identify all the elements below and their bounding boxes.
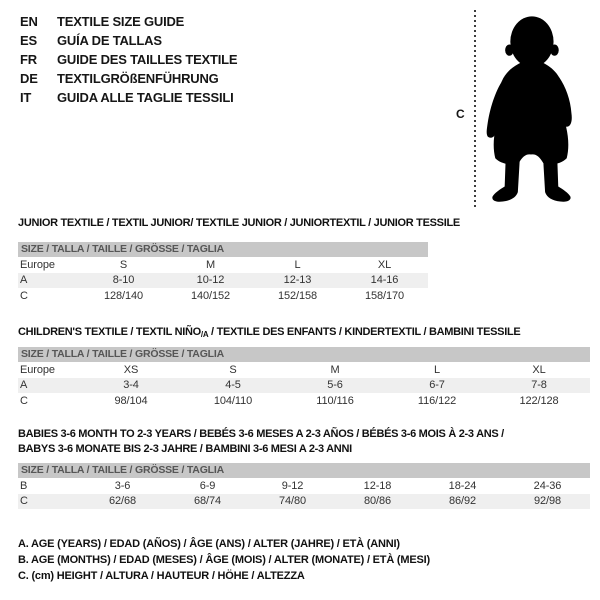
size-header-bar: [18, 242, 428, 257]
size-cell: 12-13: [283, 274, 312, 287]
size-cell: 4-5: [225, 379, 241, 392]
size-cell: 110/116: [316, 394, 354, 407]
size-cell: 128/140: [103, 289, 144, 302]
size-header-label: SIZE / TALLA / TAILLE / GRÖSSE / TAGLIA: [21, 464, 224, 476]
table-row: [18, 393, 590, 409]
heading-text: JUNIOR TEXTILE / TEXTIL JUNIOR/ TEXTILE JUNIOR / JUNIORTEXTIL / JUNIOR TESSILE: [18, 217, 460, 229]
height-dotted-line: [473, 9, 477, 208]
language-code: EN: [20, 14, 38, 29]
size-cell: 18-24: [448, 479, 477, 492]
row-label: B: [20, 479, 28, 492]
size-cell: S: [229, 363, 237, 376]
guide-title: TEXTILE SIZE GUIDE: [57, 14, 185, 29]
size-cell: 62/68: [108, 495, 137, 508]
table-row: [18, 273, 428, 289]
heading-text: /A: [200, 330, 209, 339]
language-code: DE: [20, 71, 38, 86]
row-label: Europe: [20, 363, 55, 376]
size-cell: S: [119, 258, 128, 271]
size-cell: 68/74: [193, 495, 222, 508]
baby-silhouette-icon: [484, 9, 578, 206]
size-cell: 3-6: [114, 479, 131, 492]
table-row: [18, 288, 428, 304]
section-heading: [18, 216, 460, 231]
size-cell: 14-16: [370, 274, 399, 287]
size-cell: 6-9: [199, 479, 216, 492]
section-childrens-textile: [18, 325, 590, 407]
size-cell: 92/98: [533, 495, 562, 508]
size-cell: 98/104: [114, 394, 148, 407]
size-header-label: SIZE / TALLA / TAILLE / GRÖSSE / TAGLIA: [21, 243, 224, 255]
row-label: C: [20, 289, 28, 302]
heading-text: BABIES 3-6 MONTH TO 2-3 YEARS / BEBÉS 3-6 MESES A 2-3 AÑOS / BÉBÉS 3-6 MOIS À 2-3 ANS /: [18, 428, 504, 440]
language-code: ES: [20, 33, 37, 48]
legend-row: A. AGE (YEARS) / EDAD (AÑOS) / ÂGE (ANS) / ALTER (JAHRE) / ETÀ (ANNI): [18, 538, 400, 550]
size-cell: 10-12: [196, 274, 225, 287]
guide-title: TEXTILGRÖßENFÜHRUNG: [57, 71, 219, 86]
size-header-bar: [18, 463, 590, 478]
language-row: [20, 31, 237, 50]
heading-text: BABYS 3-6 MONATE BIS 2-3 JAHRE / BAMBINI 3-6 MESI A 2-3 ANNI: [18, 443, 352, 455]
size-cell: 8-10: [112, 274, 135, 287]
size-cell: 104/110: [213, 394, 253, 407]
size-cell: 6-7: [429, 379, 445, 392]
size-cell: 74/80: [278, 495, 307, 508]
table-row: [18, 478, 590, 494]
size-cell: M: [205, 258, 216, 271]
language-row: [20, 50, 237, 69]
size-cell: XS: [123, 363, 139, 376]
table-body: [18, 362, 590, 409]
heading-text: CHILDREN'S TEXTILE / TEXTIL NIÑO: [18, 326, 201, 338]
row-label: Europe: [20, 258, 55, 271]
size-cell: 24-36: [533, 479, 562, 492]
height-measure-label: C: [456, 107, 465, 121]
row-label: C: [20, 394, 28, 407]
row-label: A: [20, 379, 28, 392]
table-row: [18, 362, 590, 378]
row-label: C: [20, 495, 28, 508]
size-cell: 5-6: [327, 379, 343, 392]
language-code: IT: [20, 90, 32, 105]
section-heading: [18, 427, 590, 457]
size-cell: 3-4: [123, 379, 139, 392]
language-code: FR: [20, 52, 37, 67]
measure-legend: [18, 536, 430, 584]
table-row: [18, 494, 590, 510]
language-row: [20, 88, 237, 107]
size-cell: XL: [532, 363, 546, 376]
legend-row: C. (cm) HEIGHT / ALTURA / HAUTEUR / HÖHE / ALTEZZA: [18, 570, 305, 582]
size-cell: 86/92: [448, 495, 477, 508]
table-body: [18, 257, 428, 304]
size-header-label: SIZE / TALLA / TAILLE / GRÖSSE / TAGLIA: [21, 348, 224, 360]
guide-title: GUIDA ALLE TAGLIE TESSILI: [57, 90, 234, 105]
size-header-bar: [18, 347, 590, 362]
size-cell: M: [330, 363, 340, 376]
size-cell: 9-12: [281, 479, 304, 492]
language-row: [20, 12, 237, 31]
heading-text: / TEXTILE DES ENFANTS / KINDERTEXTIL / BAMBINI TESSILE: [208, 326, 521, 338]
table-row: [18, 257, 428, 273]
size-cell: 140/152: [190, 289, 231, 302]
guide-title: GUÍA DE TALLAS: [57, 33, 162, 48]
size-cell: L: [294, 258, 301, 271]
size-cell: 152/158: [277, 289, 318, 302]
table-body: [18, 478, 590, 509]
section-babies-textile: [18, 427, 590, 508]
size-cell: 122/128: [519, 394, 559, 407]
language-row: [20, 69, 237, 88]
size-cell: 12-18: [363, 479, 392, 492]
language-list: [20, 12, 237, 107]
section-junior-textile: [18, 216, 460, 302]
legend-row: B. AGE (MONTHS) / EDAD (MESES) / ÂGE (MOIS) / ALTER (MONATE) / ETÀ (MESI): [18, 554, 430, 566]
size-cell: 80/86: [363, 495, 392, 508]
guide-title: GUIDE DES TAILLES TEXTILE: [57, 52, 238, 67]
row-label: A: [20, 274, 28, 287]
section-heading: [18, 325, 590, 342]
table-row: [18, 378, 590, 394]
size-cell: 7-8: [531, 379, 547, 392]
size-cell: L: [433, 363, 441, 376]
size-cell: XL: [377, 258, 392, 271]
size-cell: 158/170: [364, 289, 405, 302]
size-cell: 116/122: [417, 394, 457, 407]
